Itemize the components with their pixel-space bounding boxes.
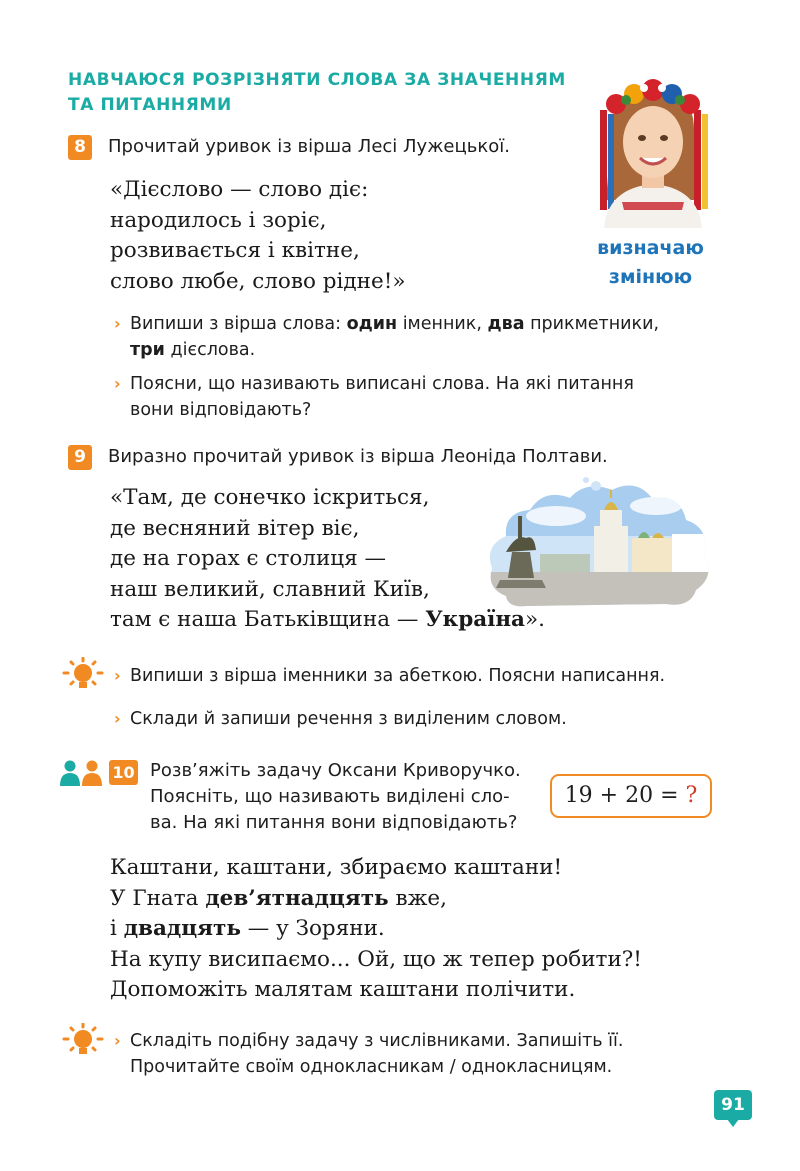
girl-in-wreath-illustration — [582, 70, 724, 228]
pair-work-icon — [58, 760, 106, 786]
poem-line: і двадцять — у Зоряни. — [110, 916, 385, 941]
competency-label: змінюю — [608, 266, 693, 288]
math-formula-box: 19 + 20 = ? — [550, 774, 712, 818]
poem-line: Каштани, каштани, збираємо каштани! — [110, 855, 563, 880]
task-10-instruction: Розв’яжіть задачу Оксани Криворучко. Поясніть, що називають виділені сло- ва. На які питання вони відповідають? — [150, 760, 521, 833]
task-10-poem — [110, 853, 642, 1006]
bullet-arrow-icon: › — [114, 314, 121, 333]
bullet-arrow-icon: › — [114, 1031, 121, 1050]
lightbulb-icon — [62, 657, 104, 693]
task-number-badge: 10 — [109, 760, 138, 785]
task-9-bullet-1: › Випиши з вірша іменники за абеткою. Поясни написання. — [130, 663, 730, 689]
poem-line: Допоможіть малятам каштани полічити. — [110, 977, 576, 1002]
poem-line: де на горах є столиця — — [110, 546, 386, 571]
poem-line: розвивається і квітне, — [110, 238, 360, 263]
task-9-poem — [110, 483, 545, 636]
task-8-bullet-2: › Поясни, що називають виписані слова. На які питання вони відповідають? — [130, 371, 722, 423]
poem-line: там є наша Батьківщина — Україна». — [110, 607, 545, 632]
poem-line: слово любе, слово рідне!» — [110, 268, 406, 294]
task-8-instruction: Прочитай уривок із вірша Лесі Лужецької. — [108, 136, 510, 157]
poem-line: «Там, де сонечко іскриться, — [110, 485, 430, 510]
poem-line: На купу висипаємо... Ой, що ж тепер робити?! — [110, 946, 642, 972]
task-10-bullet: › Складіть подібну задачу з числівниками. Запишіть її. Прочитайте своїм однокласникам / однокласницям. — [130, 1028, 710, 1080]
competency-label: визначаю — [597, 237, 704, 259]
poem-line: У Гната дев’ятнадцять вже, — [110, 885, 447, 911]
bullet-arrow-icon: › — [114, 374, 121, 393]
poem-line: «Дієслово — слово діє: — [110, 177, 369, 202]
task-8-poem — [110, 175, 406, 297]
task-number-badge: 8 — [68, 135, 92, 160]
poem-line: наш великий, славний Київ, — [110, 576, 430, 602]
page-number-tail — [727, 1119, 739, 1127]
poem-line: народилось і зоріє, — [110, 207, 327, 233]
bullet-arrow-icon: › — [114, 666, 121, 685]
task-number-badge: 9 — [68, 445, 92, 470]
bullet-arrow-icon: › — [114, 709, 121, 728]
lightbulb-icon — [62, 1023, 104, 1059]
poem-line: де весняний вітер віє, — [110, 515, 360, 541]
competency-labels — [578, 234, 723, 292]
task-9-bullet-2: › Склади й запиши речення з виділеним словом. — [130, 706, 730, 732]
task-9-instruction: Виразно прочитай уривок із вірша Леоніда Полтави. — [108, 446, 608, 467]
section-heading-line-1: НАВЧАЮСЯ РОЗРІЗНЯТИ СЛОВА ЗА ЗНАЧЕННЯМ — [68, 70, 566, 90]
task-8-bullet-1: › Випиши з вірша слова: один іменник, два прикметники, три дієслова. — [130, 311, 722, 363]
section-heading-line-2: ТА ПИТАННЯМИ — [68, 95, 232, 115]
section-heading — [68, 68, 628, 118]
page-number: 91 — [714, 1090, 752, 1120]
